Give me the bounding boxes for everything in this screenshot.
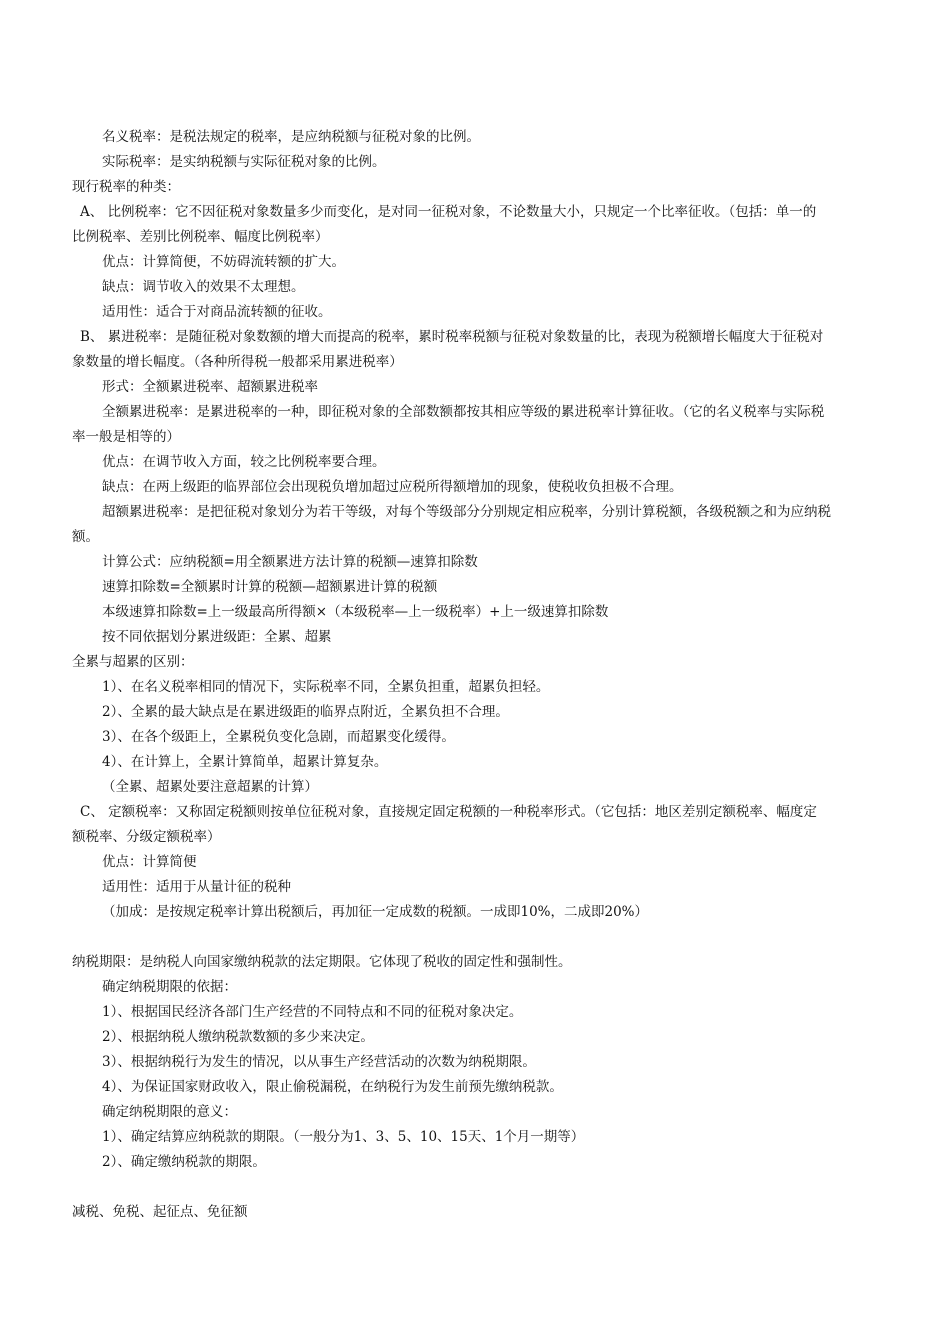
- list-item: 1）、根据国民经济各部门生产经营的不同特点和不同的征税对象决定。: [102, 1004, 523, 1020]
- list-item: 3）、在各个级距上，全累税负变化急剧，而超累变化缓得。: [102, 729, 455, 745]
- paragraph-line: 象数量的增长幅度。（各种所得税一般都采用累进税率）: [72, 354, 403, 370]
- paragraph-line: 额税率、分级定额税率）: [72, 829, 221, 845]
- paragraph-line: 优点：计算简便: [102, 854, 197, 870]
- paragraph-line: 优点：计算简便，不妨碍流转额的扩大。: [102, 254, 345, 270]
- list-item: 1）、在名义税率相同的情况下，实际税率不同，全累负担重，超累负担轻。: [102, 679, 550, 695]
- paragraph-line: 比例税率、差别比例税率、幅度比例税率）: [72, 229, 329, 245]
- paragraph-line: C、 定额税率：又称固定税额则按单位征税对象，直接规定固定税额的一种税率形式。（它包括：地区差别定额税率、幅度定: [80, 804, 817, 820]
- section-heading: 纳税期限：是纳税人向国家缴纳税款的法定期限。它体现了税收的固定性和强制性。: [72, 954, 572, 970]
- note-line: （全累、超累处要注意超累的计算）: [102, 779, 318, 795]
- list-item: 1）、确定结算应纳税款的期限。（一般分为1、3、5、10、15天、1个月一期等）: [102, 1129, 585, 1145]
- paragraph-line: 形式：全额累进税率、超额累进税率: [102, 379, 318, 395]
- note-line: （加成：是按规定税率计算出税额后，再加征一定成数的税额。一成即10%，二成即20%）: [102, 904, 649, 920]
- paragraph-line: 实际税率：是实纳税额与实际征税对象的比例。: [102, 154, 386, 170]
- paragraph-line: 缺点：调节收入的效果不太理想。: [102, 279, 305, 295]
- paragraph-line: 适用性：适用于从量计征的税种: [102, 879, 291, 895]
- paragraph-line: 缺点：在两上级距的临界部位会出现税负增加超过应税所得额增加的现象，使税收负担极不合理。: [102, 479, 683, 495]
- paragraph-line: 全额累进税率：是累进税率的一种，即征税对象的全部数额都按其相应等级的累进税率计算征收。（它的名义税率与实际税: [102, 404, 825, 420]
- list-item: 3）、根据纳税行为发生的情况，以从事生产经营活动的次数为纳税期限。: [102, 1054, 536, 1070]
- section-heading: 现行税率的种类：: [72, 179, 180, 195]
- list-item: 4）、在计算上，全累计算简单，超累计算复杂。: [102, 754, 388, 770]
- paragraph-line: 速算扣除数=全额累时计算的税额—超额累进计算的税额: [102, 579, 438, 595]
- paragraph-line: B、 累进税率：是随征税对象数额的增大而提高的税率，累时税率税额与征税对象数量的比，表现为税额增长幅度大于征税对: [80, 329, 824, 345]
- paragraph-line: 确定纳税期限的依据：: [102, 979, 237, 995]
- paragraph-line: 率一般是相等的）: [72, 429, 180, 445]
- list-item: 4）、为保证国家财政收入，限止偷税漏税，在纳税行为发生前预先缴纳税款。: [102, 1079, 563, 1095]
- paragraph-line: 优点：在调节收入方面，较之比例税率要合理。: [102, 454, 386, 470]
- list-item: 2）、全累的最大缺点是在累进级距的临界点附近，全累负担不合理。: [102, 704, 509, 720]
- paragraph-line: 额。: [72, 529, 99, 545]
- paragraph-line: A、 比例税率：它不因征税对象数量多少而变化，是对同一征税对象，不论数量大小，只规定一个比率征收。（包括：单一的: [80, 204, 817, 220]
- paragraph-line: 按不同依据划分累进级距：全累、超累: [102, 629, 332, 645]
- section-heading: 减税、免税、起征点、免征额: [72, 1204, 248, 1220]
- paragraph-line: 确定纳税期限的意义：: [102, 1104, 237, 1120]
- paragraph-line: 名义税率：是税法规定的税率，是应纳税额与征税对象的比例。: [102, 129, 480, 145]
- paragraph-line: 超额累进税率：是把征税对象划分为若干等级，对每个等级部分分别规定相应税率，分别计算税额，各级税额之和为应纳税: [102, 504, 831, 520]
- paragraph-line: 本级速算扣除数=上一级最高所得额×（本级税率—上一级税率）+上一级速算扣除数: [102, 604, 609, 620]
- paragraph-line: 适用性：适合于对商品流转额的征收。: [102, 304, 332, 320]
- list-item: 2）、确定缴纳税款的期限。: [102, 1154, 266, 1170]
- section-heading: 全累与超累的区别：: [72, 654, 194, 670]
- paragraph-line: 计算公式：应纳税额=用全额累进方法计算的税额—速算扣除数: [102, 554, 478, 570]
- list-item: 2）、根据纳税人缴纳税款数额的多少来决定。: [102, 1029, 374, 1045]
